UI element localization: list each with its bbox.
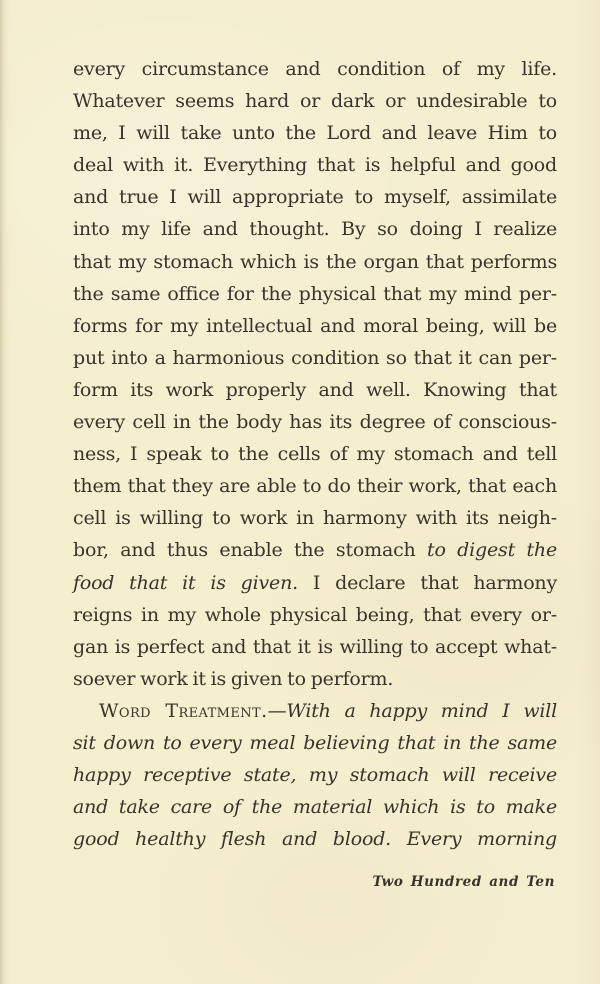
text-line: [73, 791, 557, 823]
italic-text: With a happy mind I will: [286, 699, 558, 722]
italic-text: good healthy flesh and blood. Every morning: [73, 828, 557, 851]
text-line: [73, 149, 557, 181]
text-line: [73, 53, 557, 85]
text-line: [73, 374, 557, 406]
text-line: [73, 502, 557, 534]
italic-text: to digest the: [427, 539, 557, 562]
text-line: [73, 181, 557, 213]
text-line: [73, 823, 557, 855]
body-text: into my life and thought. By so doing I realize: [73, 218, 557, 241]
body-text: me, I will take unto the Lord and leave Him to: [73, 122, 557, 145]
body-text: the same office for the physical that my mind per-: [73, 282, 557, 305]
text-line: [73, 695, 557, 727]
italic-text: happy receptive state, my stomach will receive: [73, 764, 557, 787]
body-text: every cell in the body has its degree of conscious-: [73, 411, 557, 434]
body-text: put into a harmonious condition so that it can per-: [73, 346, 557, 369]
smallcaps-text: Word Treatment.: [99, 699, 268, 722]
text-line: [73, 278, 557, 310]
text-line: [73, 534, 557, 566]
text-line: [73, 342, 557, 374]
body-text: deal with it. Everything that is helpful and good: [73, 154, 557, 177]
text-line: [73, 117, 557, 149]
body-text: gan is perfect and that it is willing to accept what-: [73, 635, 557, 658]
body-text: cell is willing to work in harmony with its neigh-: [73, 507, 557, 530]
body-text: and true I will appropriate to myself, assimilate: [73, 186, 557, 209]
body-text: ness, I speak to the cells of my stomach and tell: [73, 443, 557, 466]
text-line: [73, 631, 557, 663]
text-line: [73, 599, 557, 631]
body-text: every circumstance and condition of my life.: [73, 58, 557, 80]
body-text: bor, and thus enable the stomach: [73, 539, 428, 562]
text-line: [73, 727, 557, 759]
body-text: . I declare that harmony: [292, 571, 558, 594]
body-text: reigns in my whole physical being, that every or-: [73, 603, 557, 626]
text-line: [73, 310, 557, 342]
text-line: [73, 759, 557, 791]
text-line: [73, 85, 557, 117]
body-text: —: [267, 699, 287, 722]
text-line: [73, 438, 557, 470]
text-line: [73, 246, 557, 278]
text-line: [73, 470, 557, 502]
text-line: [73, 406, 557, 438]
body-text: form its work properly and well. Knowing that: [73, 378, 557, 401]
text-block: [73, 53, 557, 855]
body-text: soever work it is given to perform.: [73, 667, 394, 690]
body-text: that my stomach which is the organ that performs: [73, 250, 557, 273]
italic-text: food that it is given: [73, 571, 293, 594]
text-line: [73, 213, 557, 245]
italic-text: and take care of the material which is to make: [73, 796, 557, 819]
body-text: Whatever seems hard or dark or undesirable to: [73, 90, 557, 113]
body-text: them that they are able to do their work, that each: [73, 475, 557, 498]
text-line: [73, 567, 557, 599]
italic-text: sit down to every meal believing that in the same: [73, 731, 557, 754]
body-text: forms for my intellectual and moral being, will be: [73, 314, 557, 337]
text-line: [73, 663, 557, 695]
page-number-footer: Two Hundred and Ten: [372, 874, 555, 890]
